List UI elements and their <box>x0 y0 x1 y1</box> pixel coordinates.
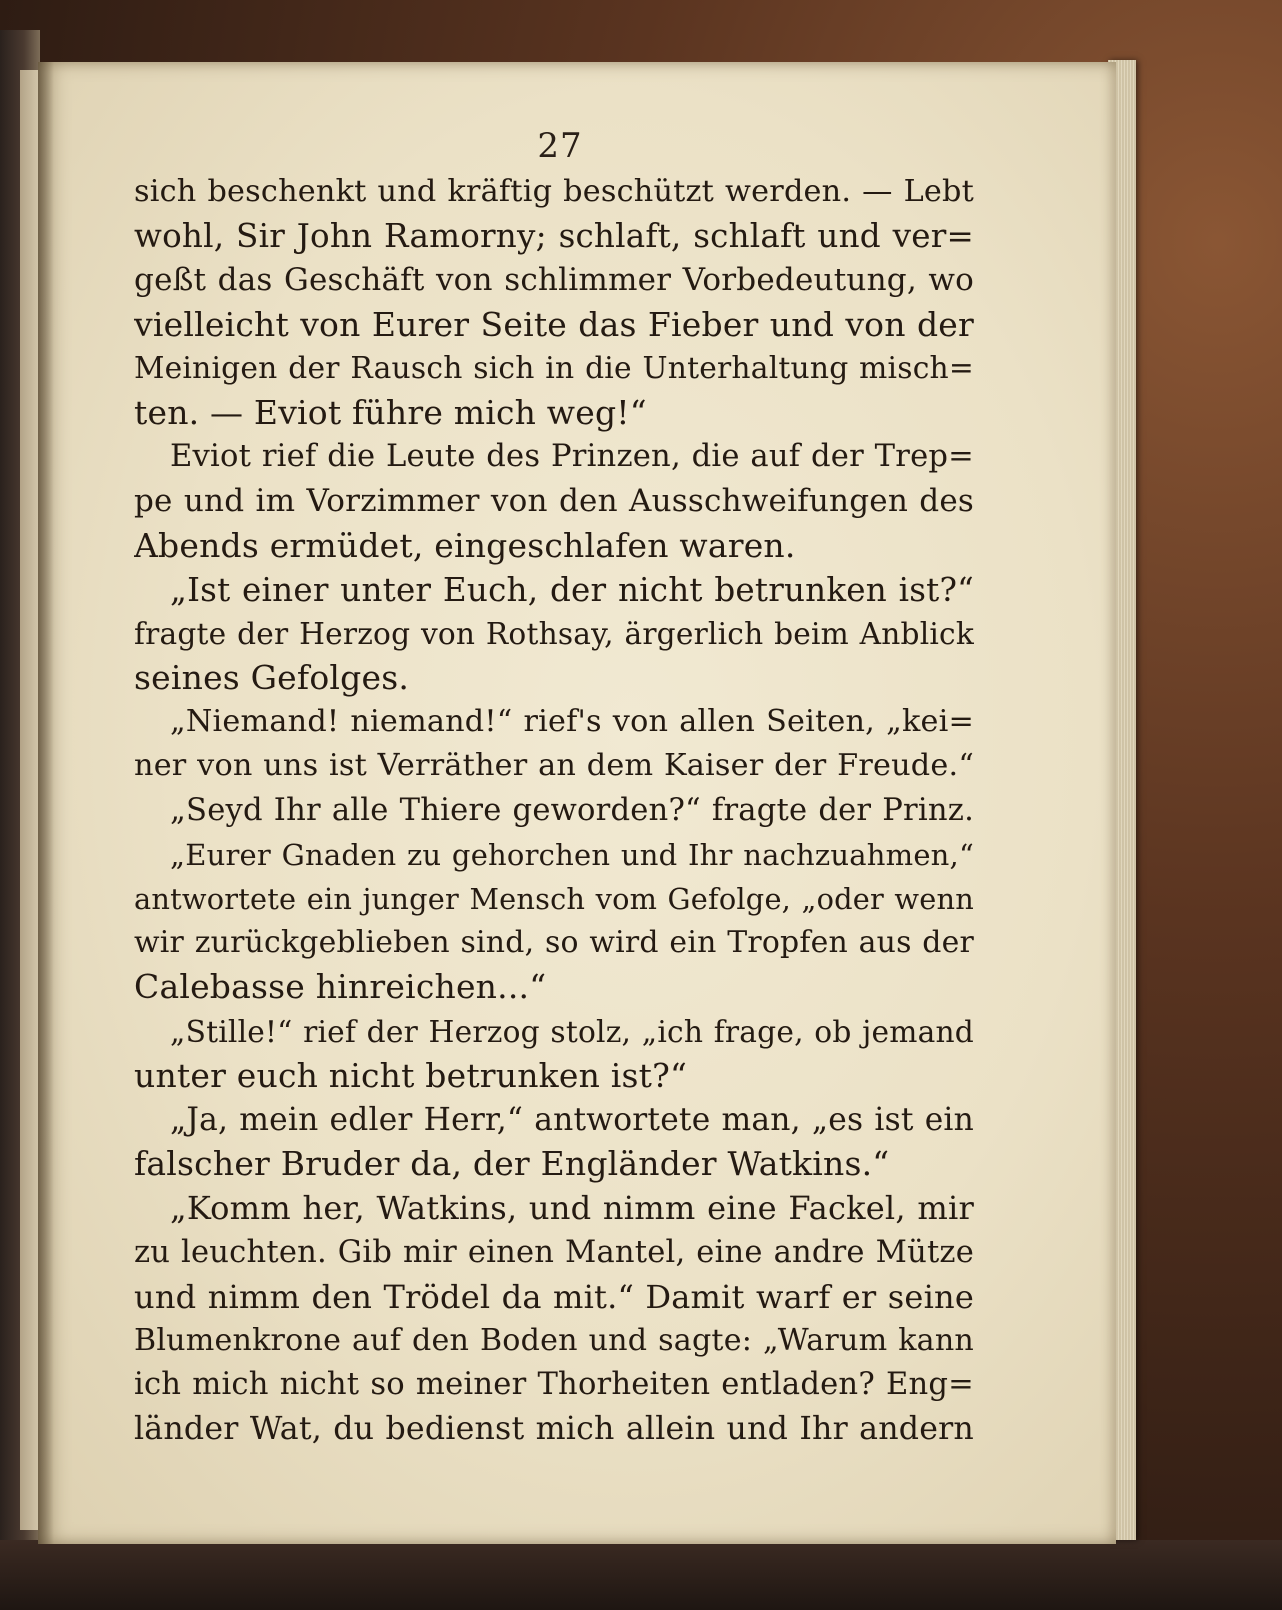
text-line: „Eurer Gnaden zu gehorchen und Ihr nachzuahmen,“ <box>170 837 974 872</box>
text-line: falscher Bruder da, der Engländer Watkins.“ <box>134 1144 890 1184</box>
page-gutter-shadow <box>38 62 54 1544</box>
text-line: Calebasse hinreichen...“ <box>134 967 547 1007</box>
text-line: ner von uns ist Verräther an dem Kaiser der Freude.“ <box>134 748 974 784</box>
text-line: „Komm her, Watkins, und nimm eine Fackel, mir <box>170 1189 974 1228</box>
text-line: seines Gefolges. <box>134 658 410 698</box>
text-line: ich mich nicht so meiner Thorheiten entladen? Eng= <box>134 1367 974 1403</box>
text-line: und nimm den Trödel da mit.“ Damit warf er seine <box>134 1277 974 1316</box>
text-line: „Ja, mein edler Herr,“ antwortete man, „es ist ein <box>170 1101 974 1138</box>
text-line: zu leuchten. Gib mir einen Mantel, eine andre Mütze <box>134 1234 974 1270</box>
text-line: vielleicht von Eurer Seite das Fieber und von der <box>134 304 974 344</box>
text-line: geßt das Geschäft von schlimmer Vorbedeutung, wo <box>134 262 974 299</box>
text-line: fragte der Herzog von Rothsay, ärgerlich beim Anblick <box>134 615 974 651</box>
text-line: „Niemand! niemand!“ rief's von allen Seiten, „kei= <box>170 704 974 740</box>
text-line: „Seyd Ihr alle Thiere geworden?“ fragte der Prinz. <box>170 792 974 828</box>
text-line: Meinigen der Rausch sich in die Unterhaltung misch= <box>134 350 974 386</box>
text-line: wohl, Sir John Ramorny; schlaft, schlaft und ver= <box>134 217 974 256</box>
text-line: pe und im Vorzimmer von den Ausschweifungen des <box>134 483 974 520</box>
text-line: länder Wat, du bedienst mich allein und Ihr andern <box>134 1411 974 1448</box>
text-line: Eviot rief die Leute des Prinzen, die auf der Trep= <box>170 439 974 475</box>
text-line: Blumenkrone auf den Boden und sagte: „Warum kann <box>134 1322 974 1358</box>
page-text <box>134 170 974 1451</box>
cover-bottom-edge <box>0 1540 1282 1610</box>
page-number: 27 <box>537 126 583 166</box>
text-line: „Stille!“ rief der Herzog stolz, „ich frage, ob jemand <box>170 1013 974 1049</box>
text-line: „Ist einer unter Euch, der nicht betrunken ist?“ <box>170 570 974 609</box>
text-line: Abends ermüdet, eingeschlafen waren. <box>134 525 796 565</box>
text-line: wir zurückgeblieben sind, so wird ein Tropfen aus der <box>134 925 974 961</box>
text-line: sich beschenkt und kräftig beschützt werden. — Lebt <box>134 174 974 209</box>
text-line: ten. — Eviot führe mich weg!“ <box>134 392 647 432</box>
text-line: unter euch nicht betrunken ist?“ <box>134 1055 688 1095</box>
text-line: antwortete ein junger Mensch vom Gefolge, „oder wenn <box>134 882 974 916</box>
